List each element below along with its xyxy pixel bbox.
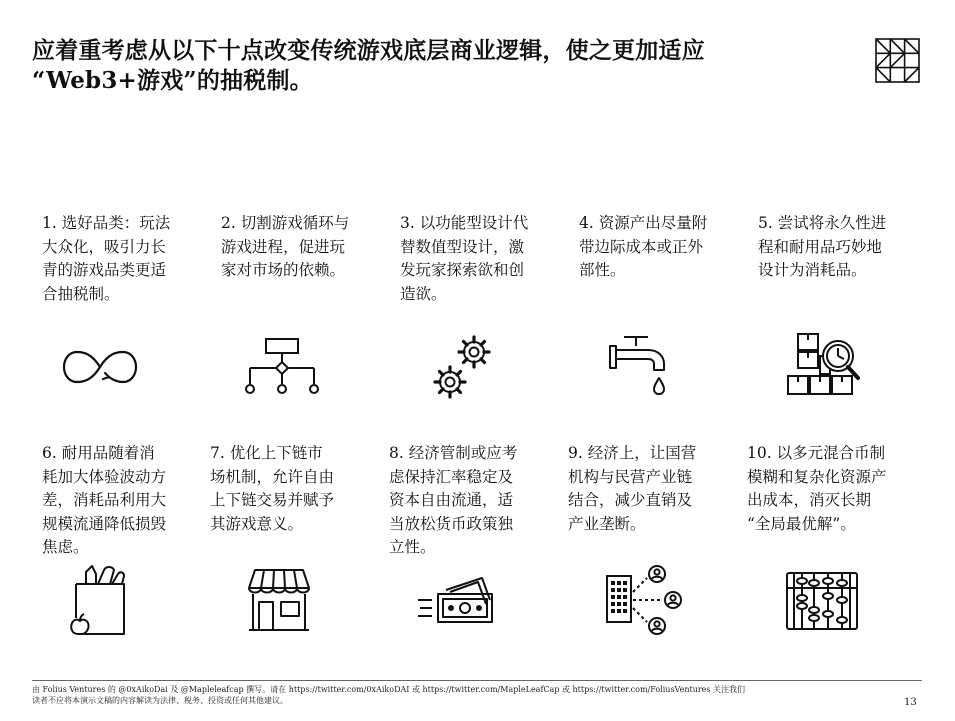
gears-icon	[430, 332, 500, 402]
footer-divider	[32, 680, 922, 681]
page-number: 13	[904, 697, 917, 708]
page-title	[32, 36, 832, 96]
item-8-text: 8. 经济管制或应考 虑保持汇率稳定及 资本自由流通，适 当放松货币政策独 立性。	[389, 444, 518, 556]
flowchart-icon	[244, 336, 320, 400]
item-4-text: 4. 资源产出尽量附 带边际成本或正外 部性。	[579, 214, 708, 279]
infinity-icon	[62, 342, 138, 392]
abacus-icon	[784, 570, 860, 632]
building-people-icon	[603, 564, 687, 640]
item-9-text: 9. 经济上，让国营 机构与民营产业链 结合，减少直销及 产业垄断。	[568, 444, 697, 533]
item-1-text: 1. 选好品类：玩法 大众化，吸引力长 青的游戏品类更适 合抽税制。	[42, 214, 171, 303]
grocery-bag-icon	[68, 562, 132, 638]
boxes-clock-icon	[784, 328, 864, 402]
footer-legal: 读者不应将本演示文稿的内容解读为法律、税务、投资或任何其他建议。	[32, 696, 288, 705]
storefront-icon	[247, 566, 311, 634]
cash-icon	[416, 574, 496, 626]
item-7-text: 7. 优化上下链市 场机制，允许自由 上下链交易并赋予 其游戏意义。	[210, 444, 335, 533]
faucet-icon	[604, 334, 676, 404]
footer-disclaimer	[32, 684, 852, 706]
footer-credits: 由 Folius Ventures 的 @0xAikoDai 及 @Mapleleafcap 撰写。请在 https://twitter.com/0xAikoDAI 或 https://twitter.com/MapleLeafCap 或 https://twitter.com/FoliusVentures 关注我们	[32, 685, 746, 694]
item-6-text: 6. 耐用品随着消 耗加大体验波动方 差，消耗品利用大 规模流通降低损毁 焦虑。	[42, 444, 167, 556]
item-5-text: 5. 尝试将永久性进 程和耐用品巧妙地 设计为消耗品。	[758, 214, 887, 279]
page-title-line-1: 应着重考虑从以下十点改变传统游戏底层商业逻辑，使之更加适应	[32, 37, 705, 64]
item-2-text: 2. 切割游戏循环与 游戏进程，促进玩 家对市场的依赖。	[221, 214, 350, 279]
item-10-text: 10. 以多元混合币制 模糊和复杂化资源产 出成本，消灭长期 “全局最优解”。	[747, 444, 887, 533]
brand-logo-icon	[875, 38, 920, 83]
item-3-text: 3. 以功能型设计代 替数值型设计，激 发玩家探索欲和创 造欲。	[400, 214, 529, 303]
page-title-line-2: “Web3+游戏”的抽税制。	[32, 67, 313, 94]
